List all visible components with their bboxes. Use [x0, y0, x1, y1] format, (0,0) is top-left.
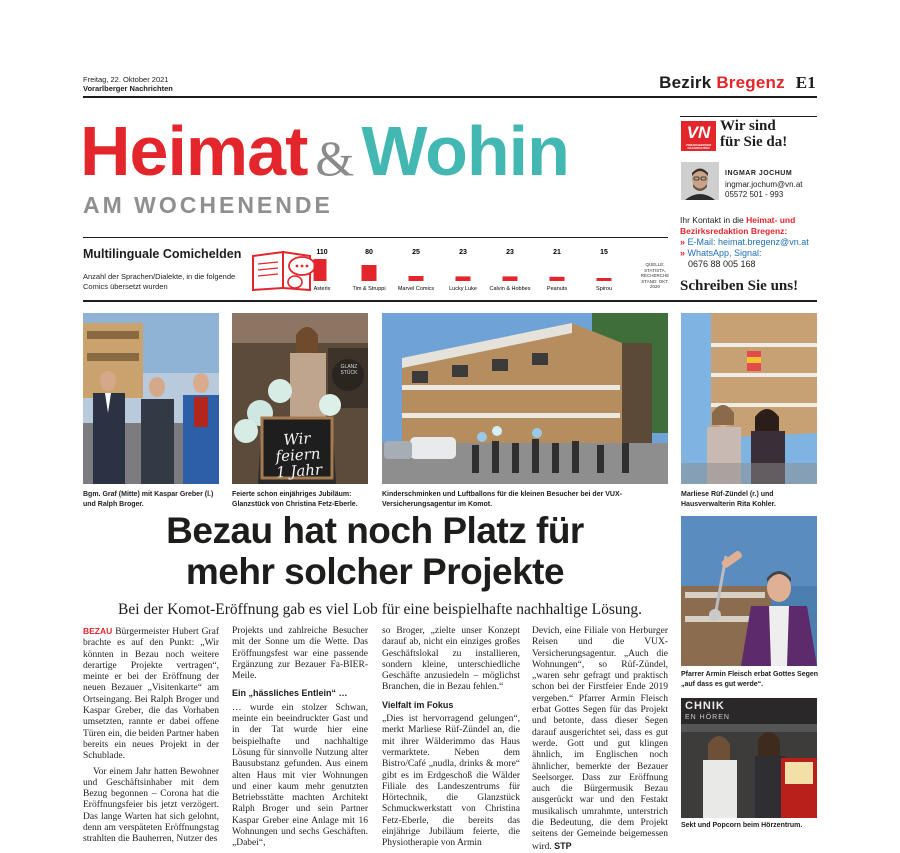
caption-photo-1: Bgm. Graf (Mitte) mit Kaspar Greber (l.) und Ralph Broger. [83, 491, 214, 508]
email-line[interactable]: » E-Mail: heimat.bregenz@vn.at [680, 237, 809, 247]
category-label: Spirou [596, 286, 612, 292]
value-label: 25 [412, 249, 420, 256]
top-rule [83, 96, 817, 98]
contact-email[interactable]: ingmar.jochum@vn.at [725, 180, 803, 189]
chalkboard-text: Wir feiern 1 Jahr [274, 429, 323, 482]
photo-officials [83, 313, 219, 484]
contact-phone: 05572 501 - 993 [725, 190, 784, 199]
shop-sign-sub: EN HÖREN [685, 714, 730, 721]
masthead-subtitle: AM WOCHENENDE [83, 192, 333, 218]
dateline [83, 75, 173, 93]
bar-marvel-comics [409, 276, 424, 281]
caption-photo-3: Kinderschminken und Luftballons für die kleinen Besucher bei der VUX-Versicherungsagentur im Komot. [382, 491, 622, 508]
whatsapp-number: 0676 88 005 168 [688, 259, 756, 269]
masthead-ampersand: & [315, 130, 354, 186]
section-word-1: Bezirk [659, 73, 712, 92]
bar-peanuts [550, 277, 565, 281]
contact-intro: Ihr Kontakt in die Heimat- und Bezirksredaktion Bregenz: » E-Mail: heimat.bregenz@vn.at » WhatsApp, Signal: 0676 88 005 168 [680, 215, 820, 270]
chart-source: QUELLE: STATISTA, RECHERCHE STAND: OKT. 2020 [640, 262, 670, 289]
article-dateline-kw: BEZAU [83, 626, 113, 636]
value-label: 110 [316, 249, 328, 256]
bar-lucky-luke [456, 276, 471, 281]
vn-logo: VN VORARLBERGER NACHRICHTEN [681, 121, 716, 151]
chart-bottom-rule [83, 300, 817, 302]
photo-marliese-rita [681, 313, 817, 484]
contact-name: INGMAR JOCHUM [725, 170, 793, 177]
sidebar-cta: Schreiben Sie uns! [680, 278, 799, 294]
value-label: 21 [553, 249, 561, 256]
caption-photo-6: Sekt und Popcorn beim Hörzentrum. [681, 822, 803, 829]
category-label: Lucky Luke [449, 286, 477, 292]
bar-spirou [597, 278, 612, 281]
masthead [80, 112, 569, 193]
value-label: 23 [506, 249, 514, 256]
article-lede: Bei der Komot-Eröffnung gab es viel Lob für eine beispielhafte nachhaltige Lösung. [118, 601, 642, 618]
bar-tim-struppi [362, 265, 377, 281]
publication-name: Vorarlberger Nachrichten [83, 84, 173, 93]
section-title [659, 73, 816, 93]
article-column-2: Projekts und zahlreiche Besucher mit der Sonne um die Wette. Das Eröffnungsfest war eine passende Ergänzung zur Bezauer Fa-BIER-Meile. Ein „hässliches Entlein“ … … wurde ein stolzer Schwan, meinte ein beeindruckter Gast und in der Tat wurde hier eine beispielhafte und nachhaltige Lösung für sinnvolle Nutzung alter Bausubstanz gefunden. Aus einem alten Haus mit vier Wohnungen und einer kaum mehr genutzten Betriebsstätte machten Architekt Ralph Broger und sein Partner Kaspar Greber eine Anlage mit 16 Wohnungen und sechs Geschäften. „Dabei“, [232, 626, 368, 849]
article-column-3: so Broger, „zielte unser Konzept darauf ab, nicht ein einziges großes Geschäftslokal zu installieren, sondern kleine, unterschiedliche Geschäfte anzusiedeln – möglichst Branchen, die in Bezau fehlen.“ Vielfalt im Fokus „Dies ist hervorragend gelungen“, merkt Marliese Rüf-Zündel an, die mit ihrer Wälderimmo das Haus vermarktete. Neben dem Bistro/Café „nudla, drinks & more“ gibt es im Erdgeschoß die Wälder Filiale des Landeszentrums für Hörtechnik, die Glanzstück Schmuckwerkstatt von Christina Fetz-Eberle, die bereits das einjährige Jubiläum feierte, die Physiotherapie von Armin [382, 626, 520, 849]
bar-calvin-hobbes [503, 276, 518, 281]
sidebar-rule [680, 116, 817, 117]
category-label: Marvel Comics [397, 286, 435, 292]
article-column-1: BEZAU Bürgermeister Hubert Graf brachte es auf den Punkt: „Wir könnten in Bezau noch weitere derartige Projekte vertragen“, meinte er bei der Eröffnung der neuen Bezauer „Visitenkarte“ am Ortseingang. Bei Ralph Broger und Kaspar Greber, die das Vorhaben umsetzten, rannte er dabei offene Türen ein, die beiden Partner haben bereits ein neues Projekt in der Schublade. Vor einem Jahr hatten Bewohner und Geschäftsinhaber mit dem Bezug begonnen – Corona hat die Eröffnungsfeier bis jetzt verzögert. Das lange Warten hat sich gelohnt, denn am verspäteten Eröffnungstag strahlten die Bauherren, Nutzer des [83, 626, 219, 845]
subheading-vielfalt: Vielfalt im Fokus [382, 699, 454, 710]
whatsapp-line[interactable]: » WhatsApp, Signal: [680, 248, 762, 258]
value-label: 80 [365, 249, 373, 256]
photo-glanzstueck [232, 313, 368, 484]
category-label: Calvin & Hobbes [489, 286, 531, 292]
comic-book-icon [250, 246, 320, 292]
photo-hoerzentrum [681, 698, 817, 818]
masthead-wohin: Wohin [361, 112, 569, 190]
category-label: Peanuts [546, 286, 568, 292]
masthead-heimat: Heimat [80, 112, 308, 190]
value-label: 15 [600, 249, 608, 256]
sidebar-heading: Wir sind für Sie da! [720, 118, 788, 150]
shop-sign: CHNIK [685, 700, 725, 712]
issue-date: Freitag, 22. Oktober 2021 [83, 75, 169, 84]
section-word-2: Bregenz [716, 73, 785, 92]
page-number: E1 [795, 73, 816, 92]
category-label: Tim & Struppi [352, 286, 386, 292]
chart-title: Multilinguale Comichelden [83, 247, 242, 261]
photo-komot-building [382, 313, 668, 484]
bar-asterix [314, 259, 327, 281]
avatar [681, 162, 719, 200]
caption-photo-2: Feierte schon einjähriges Jubiläum: Glanzstück von Christina Fetz-Eberle. [232, 491, 358, 508]
glanzstueck-sign: GLANZ STÜCK [340, 364, 358, 376]
article-headline: Bezau hat noch Platz für mehr solcher Projekte [166, 510, 584, 592]
value-label: 23 [459, 249, 467, 256]
author-signature: STP [554, 840, 572, 851]
caption-photo-4: Marliese Rüf-Zündel (r.) und Hausverwalterin Rita Kohler. [681, 491, 776, 508]
caption-photo-5: Pfarrer Armin Fleisch erbat Gottes Segen „auf dass es gut werde“. [681, 671, 819, 688]
chart-description: Anzahl der Sprachen/Dialekte, in die folgende Comics übersetzt wurden [83, 272, 236, 291]
comic-languages-chart [312, 246, 642, 296]
article-column-4: Devich, eine Filiale von Herburger Reisen und die VUX-Versicherungsagentur. „Auch die Wohnungen“, so Rüf-Zündel, „waren sehr gefragt und praktisch schon bei der Firstfeier Ende 2019 vergeben.“ Pfarrer Armin Fleisch erbat Gottes Segen für das Projekt und betonte, dass dieser Segen darauf ausgerichtet sei, dass es gut werde. Gott und gut klingen ähnlich, im Englischen noch ähnlicher, bemerkte der Bezauer Seelsorger. Dass zur Eröffnung auch die Bürgermusik Bezau ausgerückt war und den Festakt musikalisch umrahmte, unterstrich die Bedeutung, die dem Projekt seitens der Gemeinde beigemessen wird. STP [532, 626, 668, 852]
subheading-entlein: Ein „hässliches Entlein“ … [232, 688, 348, 699]
category-label: Asterix [313, 286, 331, 292]
chart-top-rule [83, 237, 668, 238]
